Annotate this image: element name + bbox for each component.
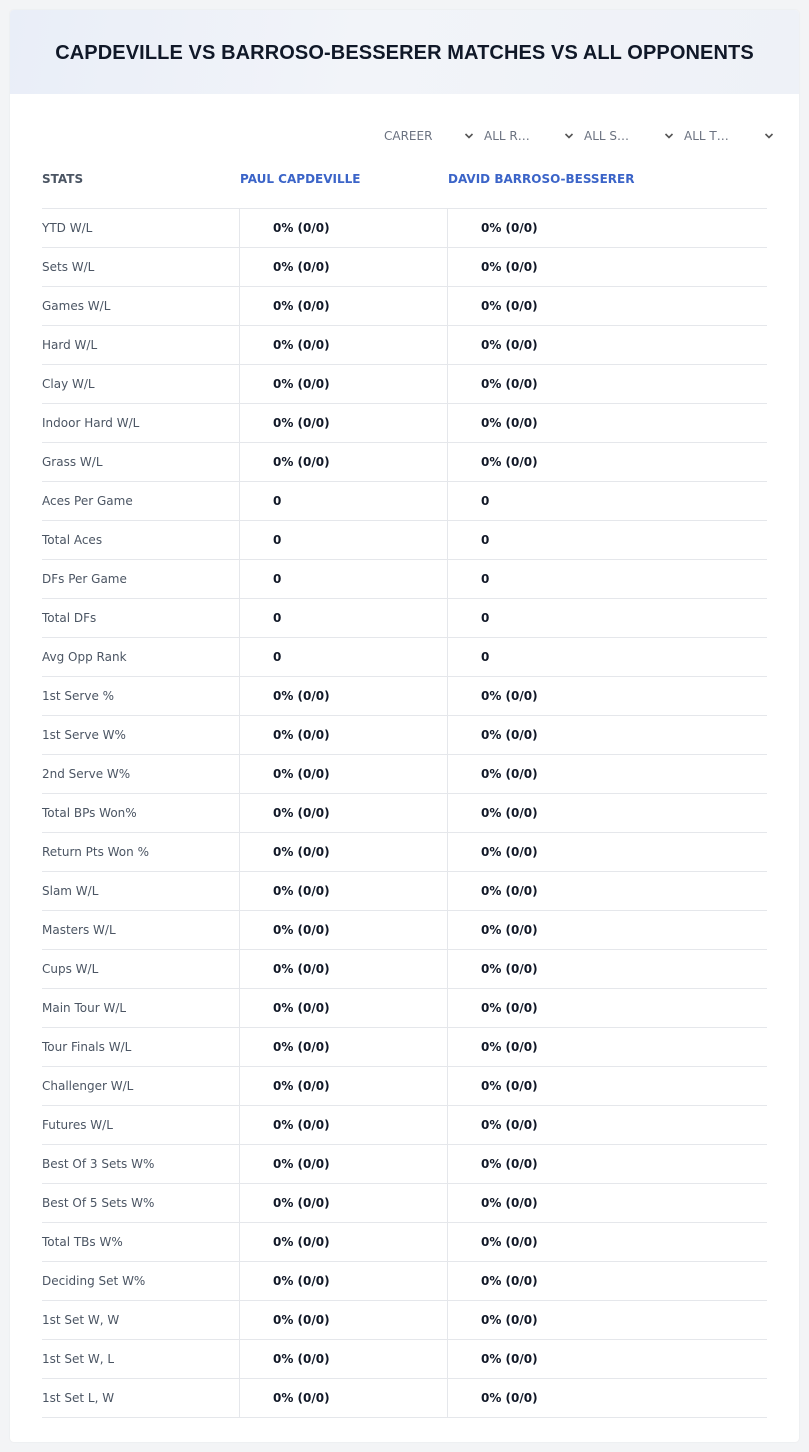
filter-label: ALL R… <box>484 129 530 143</box>
page-title: CAPDEVILLE VS BARROSO-BESSERER MATCHES VS ALL OPPONENTS <box>55 41 754 64</box>
table-row <box>42 794 767 833</box>
player1-value: 0% (0/0) <box>239 716 446 754</box>
table-row <box>42 989 767 1028</box>
stat-label: Total Aces <box>42 533 103 547</box>
table-row <box>42 1145 767 1184</box>
stat-label: Total TBs W% <box>42 1235 123 1249</box>
column-header-stats: STATS <box>42 172 84 186</box>
stats-card <box>10 10 799 1442</box>
table-row <box>42 1340 767 1379</box>
player2-value: 0% (0/0) <box>447 1340 767 1378</box>
table-row <box>42 872 767 911</box>
player1-value: 0 <box>239 521 446 559</box>
table-row <box>42 950 767 989</box>
chevron-down-icon <box>664 131 674 141</box>
filter-surface-dropdown[interactable] <box>582 126 674 146</box>
table-row <box>42 1028 767 1067</box>
stat-label: Deciding Set W% <box>42 1274 146 1288</box>
player1-value: 0% (0/0) <box>239 326 446 364</box>
player1-value: 0 <box>239 482 446 520</box>
table-row <box>42 599 767 638</box>
player2-value: 0 <box>447 521 767 559</box>
player2-value: 0 <box>447 638 767 676</box>
stat-label: Hard W/L <box>42 338 98 352</box>
table-row <box>42 248 767 287</box>
player1-value: 0% (0/0) <box>239 794 446 832</box>
table-row <box>42 1379 767 1418</box>
player1-value: 0% (0/0) <box>239 1145 446 1183</box>
player2-value: 0% (0/0) <box>447 872 767 910</box>
player1-value: 0% (0/0) <box>239 1184 446 1222</box>
stat-label: Tour Finals W/L <box>42 1040 132 1054</box>
chevron-down-icon <box>464 131 474 141</box>
stat-label: Futures W/L <box>42 1118 113 1132</box>
player2-value: 0% (0/0) <box>447 755 767 793</box>
stat-label: DFs Per Game <box>42 572 127 586</box>
filter-bar <box>382 126 782 146</box>
player1-value: 0% (0/0) <box>239 443 446 481</box>
player1-value: 0% (0/0) <box>239 1223 446 1261</box>
player2-value: 0% (0/0) <box>447 833 767 871</box>
filter-tournament-dropdown[interactable] <box>682 126 774 146</box>
stat-label: Challenger W/L <box>42 1079 134 1093</box>
stat-label: 1st Set L, W <box>42 1391 115 1405</box>
table-row <box>42 560 767 599</box>
player2-value: 0 <box>447 482 767 520</box>
stat-label: 2nd Serve W% <box>42 767 131 781</box>
stat-label: Games W/L <box>42 299 111 313</box>
player2-value: 0% (0/0) <box>447 1301 767 1339</box>
player1-value: 0% (0/0) <box>239 1106 446 1144</box>
stat-label: 1st Serve % <box>42 689 115 703</box>
filter-label: ALL S… <box>584 129 630 143</box>
player2-value: 0% (0/0) <box>447 950 767 988</box>
stat-label: Main Tour W/L <box>42 1001 127 1015</box>
chevron-down-icon <box>764 131 774 141</box>
stat-label: YTD W/L <box>42 221 93 235</box>
card-header <box>10 10 799 94</box>
player2-value: 0% (0/0) <box>447 1028 767 1066</box>
player2-value: 0% (0/0) <box>447 1145 767 1183</box>
table-row <box>42 1106 767 1145</box>
player1-value: 0% (0/0) <box>239 872 446 910</box>
player1-value: 0% (0/0) <box>239 248 446 286</box>
table-row <box>42 287 767 326</box>
stat-label: 1st Set W, W <box>42 1313 120 1327</box>
stat-label: 1st Serve W% <box>42 728 126 742</box>
player1-value: 0% (0/0) <box>239 677 446 715</box>
stat-label: Best Of 5 Sets W% <box>42 1196 155 1210</box>
table-row <box>42 365 767 404</box>
player1-value: 0% (0/0) <box>239 287 446 325</box>
chevron-down-icon <box>564 131 574 141</box>
player1-value: 0% (0/0) <box>239 1340 446 1378</box>
player2-value: 0% (0/0) <box>447 1106 767 1144</box>
stat-label: Grass W/L <box>42 455 103 469</box>
table-row <box>42 677 767 716</box>
table-row <box>42 482 767 521</box>
player1-value: 0% (0/0) <box>239 755 446 793</box>
player1-value: 0% (0/0) <box>239 911 446 949</box>
stat-label: Masters W/L <box>42 923 116 937</box>
player1-value: 0% (0/0) <box>239 1067 446 1105</box>
table-row <box>42 521 767 560</box>
player2-value: 0 <box>447 560 767 598</box>
stat-label: Total BPs Won% <box>42 806 137 820</box>
player1-value: 0% (0/0) <box>239 833 446 871</box>
stats-table <box>42 208 767 1418</box>
player2-value: 0% (0/0) <box>447 404 767 442</box>
player1-value: 0% (0/0) <box>239 989 446 1027</box>
filter-round-dropdown[interactable] <box>482 126 574 146</box>
table-header <box>42 170 767 208</box>
player2-link[interactable]: DAVID BARROSO-BESSERER <box>448 172 635 186</box>
table-row <box>42 209 767 248</box>
player2-value: 0% (0/0) <box>447 989 767 1027</box>
stat-label: Clay W/L <box>42 377 95 391</box>
player1-value: 0 <box>239 599 446 637</box>
table-row <box>42 326 767 365</box>
player1-value: 0% (0/0) <box>239 1379 446 1417</box>
player2-value: 0% (0/0) <box>447 1379 767 1417</box>
stat-label: Cups W/L <box>42 962 99 976</box>
player2-value: 0% (0/0) <box>447 1184 767 1222</box>
table-row <box>42 911 767 950</box>
player2-value: 0% (0/0) <box>447 287 767 325</box>
player2-value: 0% (0/0) <box>447 1067 767 1105</box>
table-row <box>42 1184 767 1223</box>
table-row <box>42 1262 767 1301</box>
table-row <box>42 1301 767 1340</box>
player2-value: 0% (0/0) <box>447 677 767 715</box>
stat-label: 1st Set W, L <box>42 1352 115 1366</box>
player1-value: 0% (0/0) <box>239 365 446 403</box>
player2-value: 0% (0/0) <box>447 911 767 949</box>
player2-value: 0 <box>447 599 767 637</box>
player1-value: 0% (0/0) <box>239 404 446 442</box>
table-row <box>42 638 767 677</box>
player1-value: 0 <box>239 560 446 598</box>
table-row <box>42 404 767 443</box>
player1-value: 0% (0/0) <box>239 950 446 988</box>
player1-value: 0% (0/0) <box>239 1028 446 1066</box>
player2-value: 0% (0/0) <box>447 716 767 754</box>
player2-value: 0% (0/0) <box>447 1262 767 1300</box>
table-row <box>42 443 767 482</box>
filter-career-dropdown[interactable] <box>382 126 474 146</box>
player1-value: 0% (0/0) <box>239 209 446 247</box>
filter-label: ALL T… <box>684 129 729 143</box>
stat-label: Indoor Hard W/L <box>42 416 140 430</box>
stat-label: Best Of 3 Sets W% <box>42 1157 155 1171</box>
stat-label: Return Pts Won % <box>42 845 149 859</box>
player2-value: 0% (0/0) <box>447 365 767 403</box>
player1-value: 0 <box>239 638 446 676</box>
stat-label: Total DFs <box>42 611 97 625</box>
player1-value: 0% (0/0) <box>239 1262 446 1300</box>
player2-value: 0% (0/0) <box>447 326 767 364</box>
table-row <box>42 1067 767 1106</box>
stat-label: Avg Opp Rank <box>42 650 127 664</box>
player2-value: 0% (0/0) <box>447 1223 767 1261</box>
player2-value: 0% (0/0) <box>447 443 767 481</box>
table-row <box>42 1223 767 1262</box>
table-row <box>42 833 767 872</box>
stat-label: Aces Per Game <box>42 494 133 508</box>
filter-label: CAREER <box>384 129 433 143</box>
stat-label: Slam W/L <box>42 884 99 898</box>
player2-value: 0% (0/0) <box>447 248 767 286</box>
table-row <box>42 716 767 755</box>
table-row <box>42 755 767 794</box>
player1-value: 0% (0/0) <box>239 1301 446 1339</box>
player1-link[interactable]: PAUL CAPDEVILLE <box>240 172 361 186</box>
stat-label: Sets W/L <box>42 260 95 274</box>
player2-value: 0% (0/0) <box>447 794 767 832</box>
player2-value: 0% (0/0) <box>447 209 767 247</box>
